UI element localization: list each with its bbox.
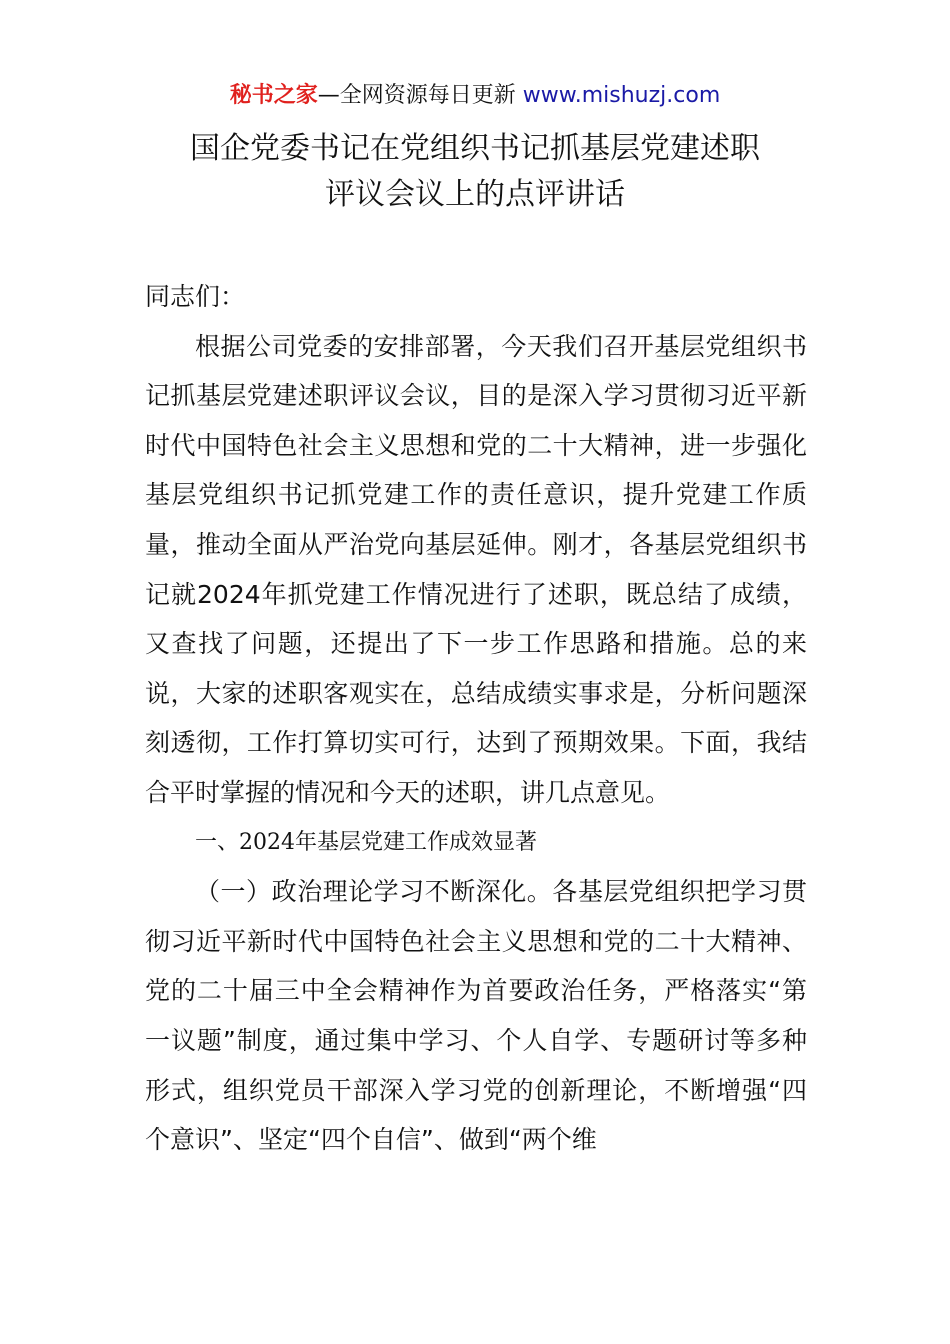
salutation: 同志们： [145,282,246,311]
section-heading: 一、2024年基层党建工作成效显著 [195,829,537,855]
intro-paragraph: 根据公司党委的安排部署，今天我们召开基层党组织书记抓基层党建述职评议会议，目的是深入学习贯彻习近平新时代中国特色社会主义思想和党的二十大精神，进一步强化基层党组织书记抓党建工作的责任意识，提升党建工作质量，推动全面从严治党向基层延伸。刚才，各基层党组织书记就2024年抓党建工作情况进行了述职，既总结了成绩，又查找了问题，还提出了下一步工作思路和措施。总的来说，大家的述职客观实在，总结成绩实事求是，分析问题深刻透彻，工作打算切实可行，达到了预期效果。下面，我结合平时掌握的情况和今天的述职，讲几点意见。 [145,331,807,807]
site-url-link[interactable]: www.mishuzj.com [522,83,721,108]
document-body [145,272,807,1165]
title-line-2: 评议会议上的点评讲话 [325,177,625,212]
title-line-1: 国企党委书记在党组织书记抓基层党建述职 [190,131,760,166]
site-header [0,80,950,112]
header-tagline: —全网资源每日更新 [317,83,523,108]
document-title [0,126,950,218]
brand-name: 秘书之家 [229,83,318,108]
section-paragraph: （一）政治理论学习不断深化。各基层党组织把学习贯彻习近平新时代中国特色社会主义思想和党的二十大精神、党的二十届三中全会精神作为首要政治任务，严格落实“第一议题”制度，通过集中学习、个人自学、专题研讨等多种形式，组织党员干部深入学习党的创新理论，不断增强“四个意识”、坚定“四个自信”、做到“两个维 [145,877,807,1155]
